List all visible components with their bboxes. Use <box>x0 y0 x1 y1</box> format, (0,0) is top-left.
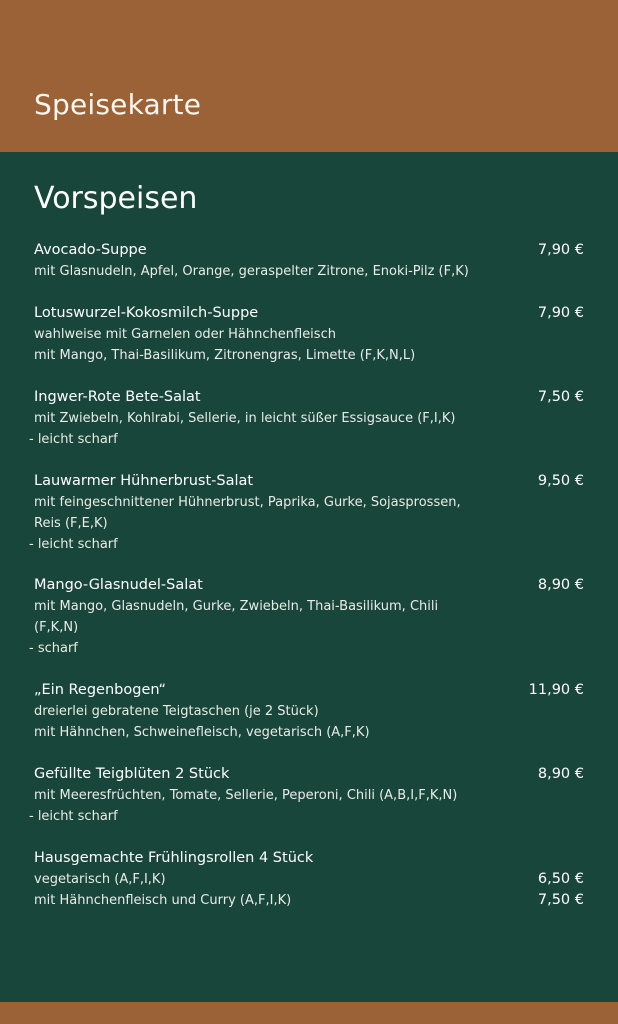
footer-bar <box>0 1002 618 1024</box>
item-price: 7,90 € <box>537 242 584 258</box>
menu-item-fruehlingsrollen <box>0 848 618 911</box>
item-name: Gefüllte Teigblüten 2 Stück <box>34 766 230 782</box>
item-description: mit Glasnudeln, Apfel, Orange, geraspelter Zitrone, Enoki-Pilz (F,K) <box>34 264 469 279</box>
item-variant: mit Hähnchenfleisch und Curry (A,F,I,K) <box>34 893 292 908</box>
menu-item-huehnerbrust-salat <box>0 471 618 575</box>
item-description: mit feingeschnittener Hühnerbrust, Paprika, Gurke, Sojasprossen, <box>34 495 461 510</box>
spice-note: - scharf <box>29 641 78 656</box>
item-price: 7,90 € <box>537 305 584 321</box>
item-name: Avocado-Suppe <box>34 242 147 258</box>
item-description: mit Zwiebeln, Kohlrabi, Sellerie, in leicht süßer Essigsauce (F,I,K) <box>34 411 456 426</box>
item-name: Lauwarmer Hühnerbrust-Salat <box>34 473 254 489</box>
item-description: mit Hähnchen, Schweinefleisch, vegetarisch (A,F,K) <box>34 725 370 740</box>
spice-note: - leicht scharf <box>29 432 118 447</box>
menu-item-regenbogen <box>0 680 618 764</box>
spice-note: - leicht scharf <box>29 537 118 552</box>
item-price: 7,50 € <box>537 892 584 908</box>
menu-item-lotuswurzel-suppe <box>0 303 618 387</box>
item-description: dreierlei gebratene Teigtaschen (je 2 Stück) <box>34 704 319 719</box>
item-price: 7,50 € <box>537 389 584 405</box>
page-title: Speisekarte <box>34 88 202 121</box>
item-variant: vegetarisch (A,F,I,K) <box>34 872 166 887</box>
item-price: 9,50 € <box>537 473 584 489</box>
menu-section <box>0 152 618 1002</box>
section-title: Vorspeisen <box>34 181 198 216</box>
menu-item-ingwer-salat <box>0 387 618 471</box>
menu-item-avocado-suppe <box>0 240 618 303</box>
item-name: „Ein Regenbogen“ <box>34 682 167 698</box>
item-description: mit Mango, Glasnudeln, Gurke, Zwiebeln, Thai-Basilikum, Chili <box>34 599 439 614</box>
header <box>0 0 618 152</box>
item-name: Lotuswurzel-Kokosmilch-Suppe <box>34 305 259 321</box>
item-description: (F,K,N) <box>34 620 79 635</box>
item-name: Hausgemachte Frühlingsrollen 4 Stück <box>34 850 314 866</box>
menu-item-mango-salat <box>0 575 618 680</box>
menu-list <box>0 240 618 911</box>
item-price: 11,90 € <box>528 682 584 698</box>
item-price: 8,90 € <box>537 577 584 593</box>
item-price: 8,90 € <box>537 766 584 782</box>
item-description: mit Mango, Thai-Basilikum, Zitronengras, Limette (F,K,N,L) <box>34 348 416 363</box>
item-description: Reis (F,E,K) <box>34 516 108 531</box>
item-description: wahlweise mit Garnelen oder Hähnchenfleisch <box>34 327 336 342</box>
spice-note: - leicht scharf <box>29 809 118 824</box>
item-description: mit Meeresfrüchten, Tomate, Sellerie, Peperoni, Chili (A,B,I,F,K,N) <box>34 788 458 803</box>
item-name: Mango-Glasnudel-Salat <box>34 577 203 593</box>
menu-item-teigblueten <box>0 764 618 848</box>
item-name: Ingwer-Rote Bete-Salat <box>34 389 201 405</box>
item-price: 6,50 € <box>537 871 584 887</box>
